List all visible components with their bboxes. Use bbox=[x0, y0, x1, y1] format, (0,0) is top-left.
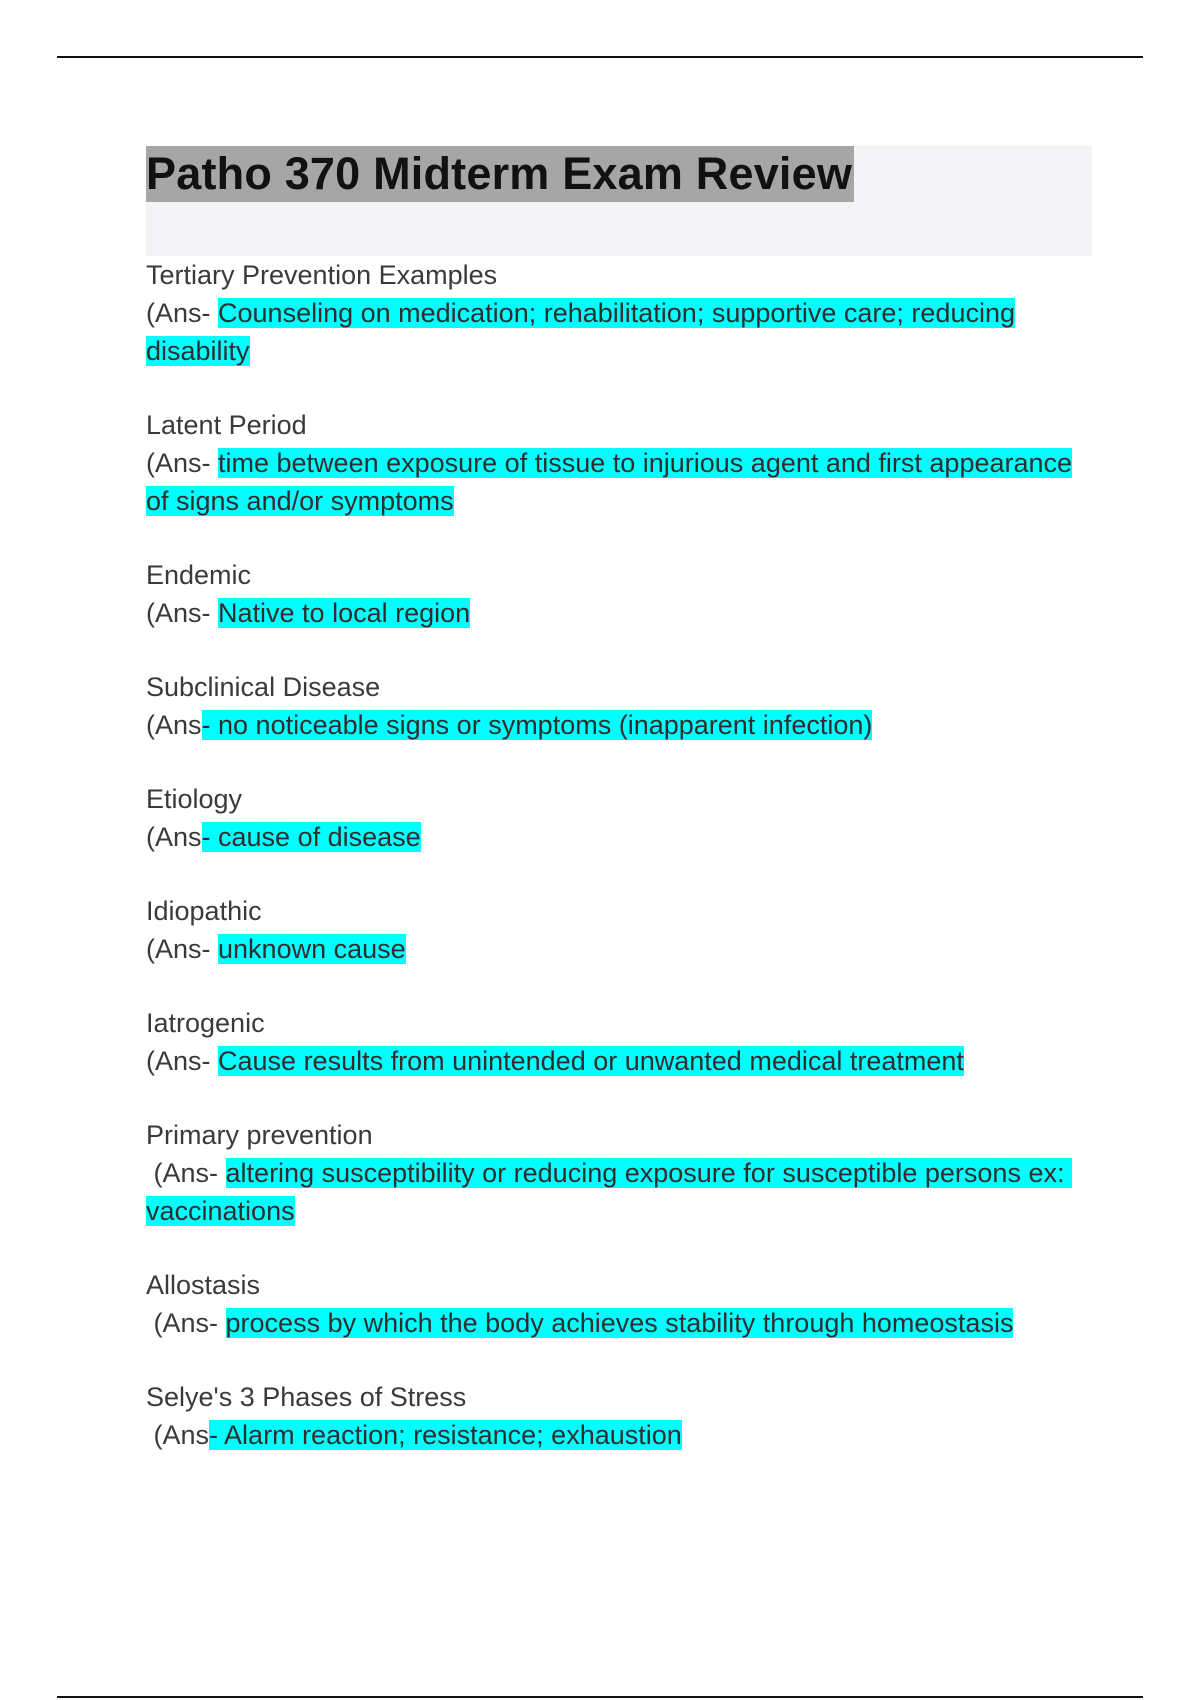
qa-answer-line bbox=[146, 594, 1092, 632]
qa-answer-highlight: time between exposure of tissue to injurious agent and first appearance of signs and/or symptoms bbox=[146, 448, 1073, 516]
qa-answer-line bbox=[146, 930, 1092, 968]
qa-answer-highlight: altering susceptibility or reducing exposure for susceptible persons ex: vaccinations bbox=[146, 1158, 1072, 1226]
qa-entry bbox=[146, 1004, 1092, 1080]
qa-answer-highlight: process by which the body achieves stability through homeostasis bbox=[225, 1308, 1014, 1338]
qa-answer-line bbox=[146, 444, 1092, 520]
qa-answer-line bbox=[146, 294, 1092, 370]
qa-term: Selye's 3 Phases of Stress bbox=[146, 1382, 467, 1412]
qa-entry bbox=[146, 668, 1092, 744]
qa-entry bbox=[146, 1116, 1092, 1230]
qa-answer-line bbox=[146, 1304, 1092, 1342]
qa-answer-line bbox=[146, 1042, 1092, 1080]
qa-term: Tertiary Prevention Examples bbox=[146, 260, 498, 290]
header-rule bbox=[57, 56, 1143, 58]
qa-answer-highlight: - cause of disease bbox=[201, 822, 421, 852]
qa-answer-prefix: (Ans- bbox=[146, 598, 219, 628]
qa-term: Endemic bbox=[146, 560, 252, 590]
qa-answer-prefix: (Ans- bbox=[146, 934, 219, 964]
qa-answer-prefix: (Ans bbox=[146, 1420, 210, 1450]
qa-term: Iatrogenic bbox=[146, 1008, 265, 1038]
document-title: Patho 370 Midterm Exam Review bbox=[146, 146, 854, 202]
qa-answer-highlight: - no noticeable signs or symptoms (inapparent infection) bbox=[201, 710, 873, 740]
qa-answer-highlight: Cause results from unintended or unwanted medical treatment bbox=[218, 1046, 964, 1076]
qa-term: Allostasis bbox=[146, 1270, 261, 1300]
qa-answer-highlight: - Alarm reaction; resistance; exhaustion bbox=[209, 1420, 682, 1450]
qa-answer-highlight: unknown cause bbox=[218, 934, 406, 964]
qa-answer-prefix: (Ans- bbox=[146, 1158, 226, 1188]
qa-term: Idiopathic bbox=[146, 896, 262, 926]
qa-answer-prefix: (Ans- bbox=[146, 448, 219, 478]
qa-answer-line bbox=[146, 818, 1092, 856]
qa-term: Latent Period bbox=[146, 410, 307, 440]
footer-rule bbox=[57, 1696, 1143, 1698]
qa-entry bbox=[146, 256, 1092, 370]
qa-entry bbox=[146, 406, 1092, 520]
qa-entry bbox=[146, 892, 1092, 968]
qa-entry bbox=[146, 556, 1092, 632]
qa-answer-prefix: (Ans bbox=[146, 710, 202, 740]
title-block bbox=[146, 146, 1092, 256]
qa-entry bbox=[146, 780, 1092, 856]
qa-answer-line bbox=[146, 1416, 1092, 1454]
qa-answer-prefix: (Ans bbox=[146, 822, 202, 852]
qa-answer-highlight: Native to local region bbox=[218, 598, 471, 628]
qa-answer-line bbox=[146, 1154, 1092, 1230]
qa-answer-prefix: (Ans- bbox=[146, 298, 219, 328]
qa-answer-highlight: Counseling on medication; rehabilitation; supportive care; reducing disability bbox=[146, 298, 1015, 366]
qa-answer-prefix: (Ans- bbox=[146, 1046, 219, 1076]
qa-entry bbox=[146, 1378, 1092, 1454]
qa-entry bbox=[146, 1266, 1092, 1342]
qa-answer-prefix: (Ans- bbox=[146, 1308, 226, 1338]
qa-term: Primary prevention bbox=[146, 1120, 373, 1150]
qa-term: Etiology bbox=[146, 784, 243, 814]
qa-term: Subclinical Disease bbox=[146, 672, 381, 702]
document-body bbox=[146, 146, 1092, 1454]
qa-list bbox=[146, 256, 1092, 1454]
qa-answer-line bbox=[146, 706, 1092, 744]
